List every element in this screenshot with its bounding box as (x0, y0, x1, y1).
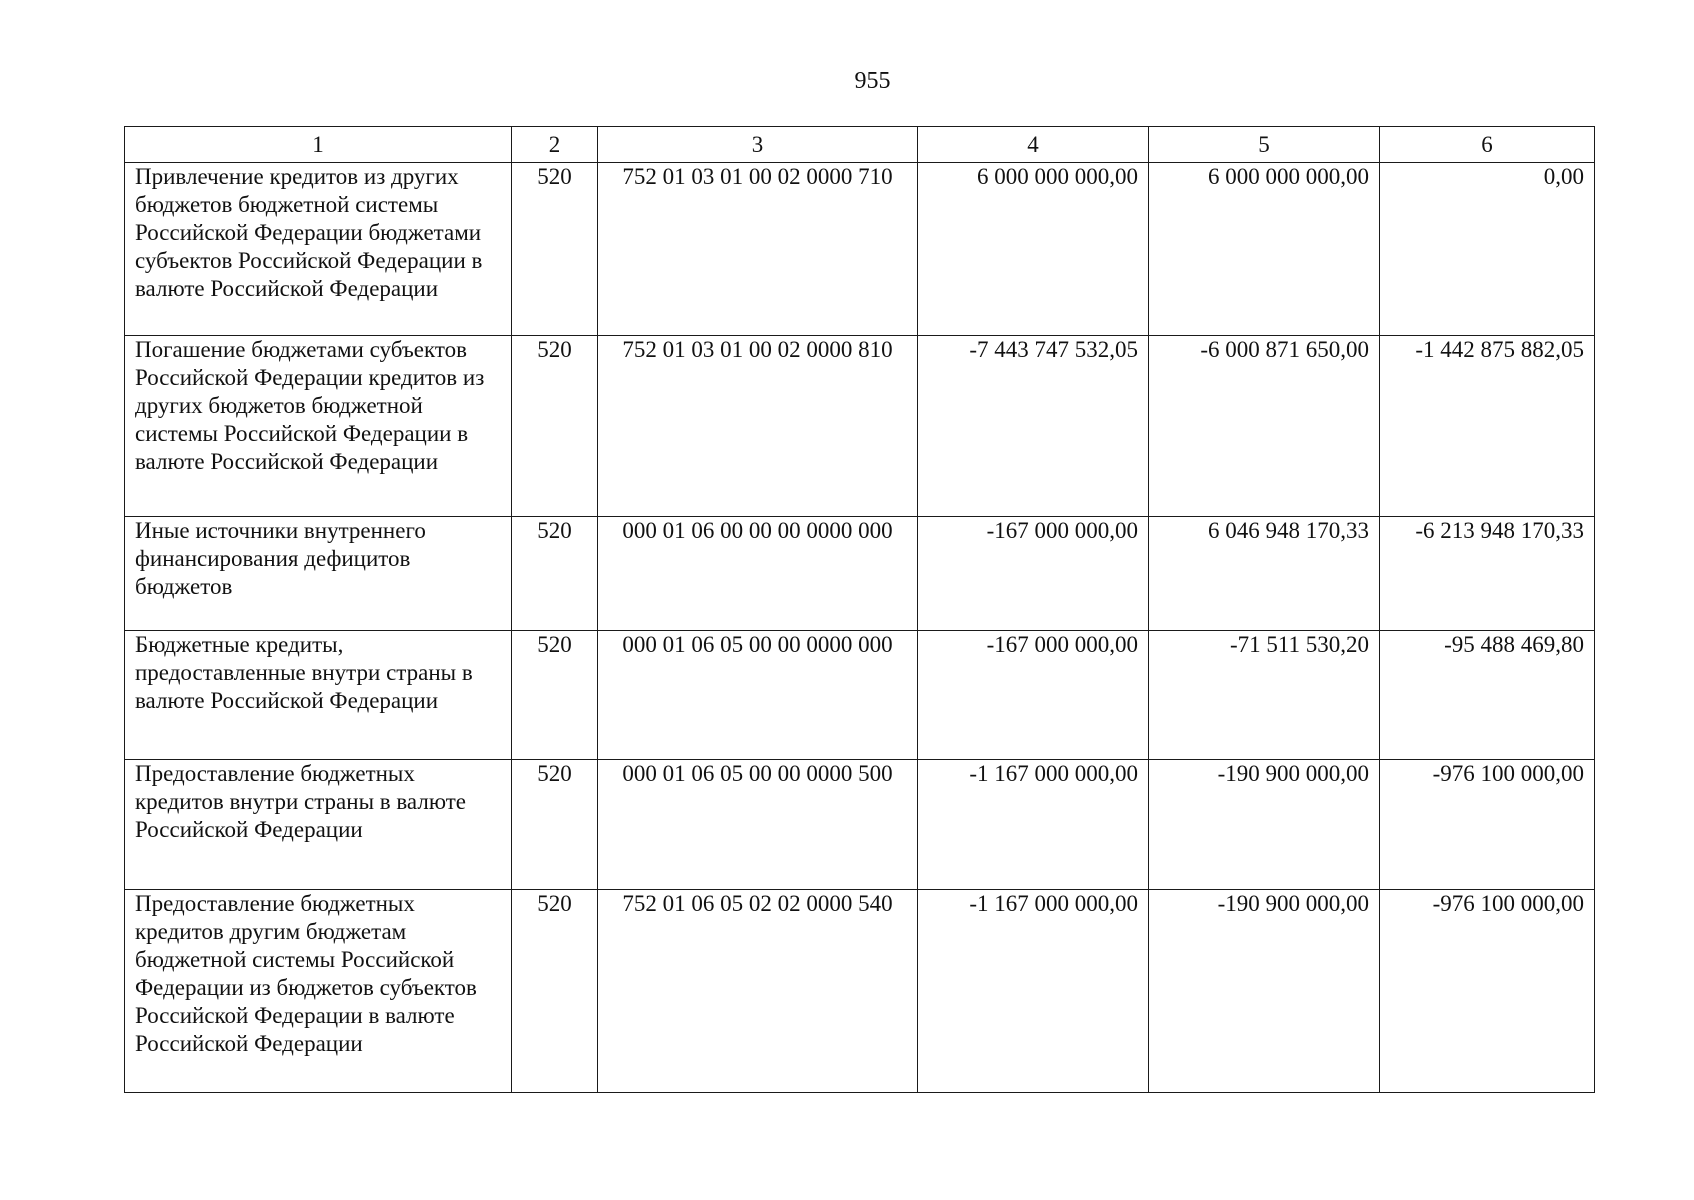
page-number: 955 (854, 68, 891, 94)
row-name: Привлечение кредитов из других бюджетов бюджетной системы Российской Федерации бюджетами субъектов Российской Федерации в валюте Российской Федерации (125, 163, 512, 336)
column-header-5: 5 (1149, 127, 1380, 163)
table-row (125, 336, 1595, 517)
row-budget-code: 000 01 06 05 00 00 0000 500 (598, 760, 918, 890)
row-value-5: -6 000 871 650,00 (1149, 336, 1380, 517)
table-row (125, 760, 1595, 890)
column-header-4: 4 (918, 127, 1149, 163)
row-budget-code: 000 01 06 05 00 00 0000 000 (598, 631, 918, 760)
row-value-5: -190 900 000,00 (1149, 890, 1380, 1093)
row-name: Бюджетные кредиты, предоставленные внутри страны в валюте Российской Федерации (125, 631, 512, 760)
row-value-4: 6 000 000 000,00 (918, 163, 1149, 336)
row-value-4: -1 167 000 000,00 (918, 890, 1149, 1093)
row-value-6: -1 442 875 882,05 (1380, 336, 1595, 517)
table-row (125, 890, 1595, 1093)
row-value-6: -95 488 469,80 (1380, 631, 1595, 760)
row-value-6: -976 100 000,00 (1380, 890, 1595, 1093)
row-value-4: -167 000 000,00 (918, 517, 1149, 631)
row-budget-code: 752 01 03 01 00 02 0000 810 (598, 336, 918, 517)
column-header-6: 6 (1380, 127, 1595, 163)
row-value-6: -976 100 000,00 (1380, 760, 1595, 890)
row-value-6: 0,00 (1380, 163, 1595, 336)
row-value-5: 6 000 000 000,00 (1149, 163, 1380, 336)
row-budget-code: 752 01 03 01 00 02 0000 710 (598, 163, 918, 336)
row-code: 520 (512, 163, 598, 336)
row-code: 520 (512, 631, 598, 760)
row-name: Предоставление бюджетных кредитов внутри страны в валюте Российской Федерации (125, 760, 512, 890)
row-code: 520 (512, 517, 598, 631)
column-header-3: 3 (598, 127, 918, 163)
row-budget-code: 752 01 06 05 02 02 0000 540 (598, 890, 918, 1093)
row-value-6: -6 213 948 170,33 (1380, 517, 1595, 631)
row-name: Предоставление бюджетных кредитов другим бюджетам бюджетной системы Российской Федерации из бюджетов субъектов Российской Федерации в валюте Российской Федерации (125, 890, 512, 1093)
row-code: 520 (512, 336, 598, 517)
row-value-4: -167 000 000,00 (918, 631, 1149, 760)
column-header-2: 2 (512, 127, 598, 163)
table-row (125, 631, 1595, 760)
row-value-4: -7 443 747 532,05 (918, 336, 1149, 517)
row-value-4: -1 167 000 000,00 (918, 760, 1149, 890)
table-row (125, 517, 1595, 631)
row-code: 520 (512, 890, 598, 1093)
row-value-5: -71 511 530,20 (1149, 631, 1380, 760)
budget-sources-table (124, 126, 1595, 1093)
row-name: Погашение бюджетами субъектов Российской Федерации кредитов из других бюджетов бюджетной системы Российской Федерации в валюте Российской Федерации (125, 336, 512, 517)
table-row (125, 163, 1595, 336)
row-value-5: -190 900 000,00 (1149, 760, 1380, 890)
header-row (125, 127, 1595, 163)
row-name: Иные источники внутреннего финансирования дефицитов бюджетов (125, 517, 512, 631)
row-budget-code: 000 01 06 00 00 00 0000 000 (598, 517, 918, 631)
row-value-5: 6 046 948 170,33 (1149, 517, 1380, 631)
row-code: 520 (512, 760, 598, 890)
column-header-1: 1 (125, 127, 512, 163)
